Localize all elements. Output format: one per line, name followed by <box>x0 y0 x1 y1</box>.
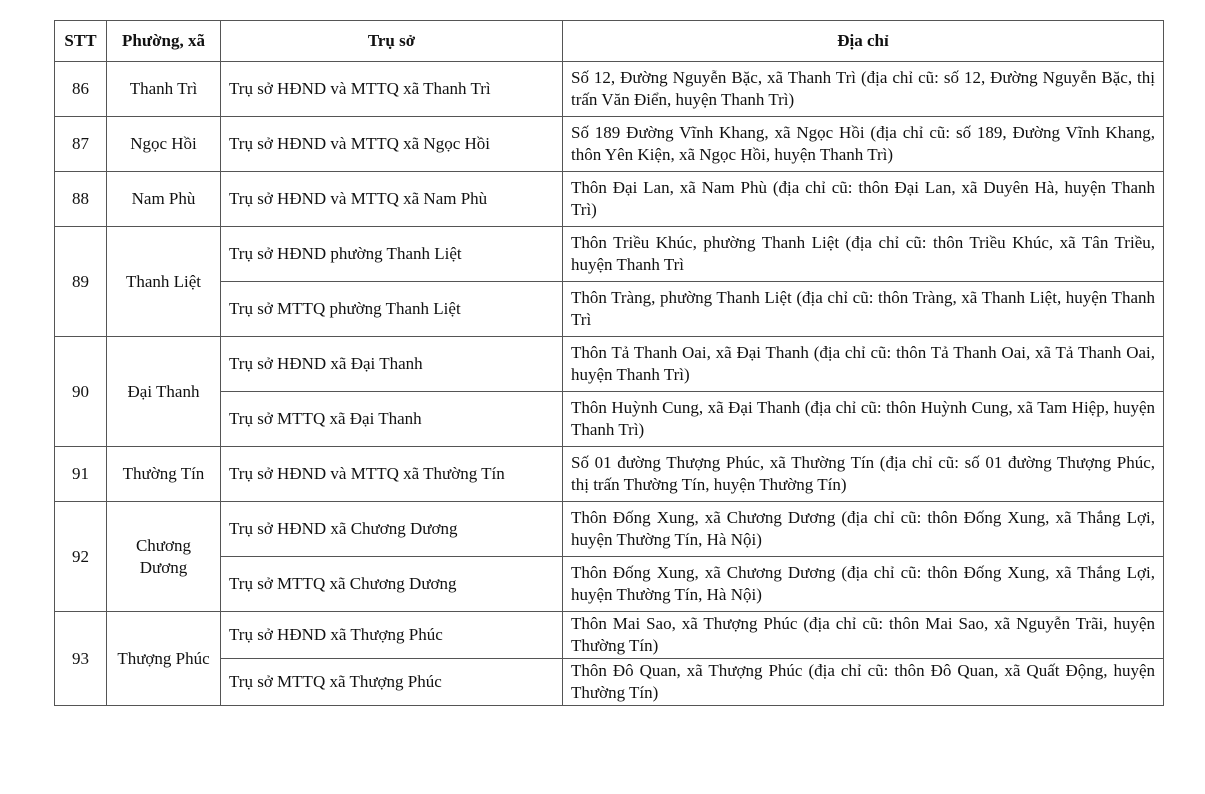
stt-cell: 87 <box>55 117 107 172</box>
table-row <box>55 557 1164 612</box>
address-cell: Thôn Huỳnh Cung, xã Đại Thanh (địa chỉ cũ: thôn Huỳnh Cung, xã Tam Hiệp, huyện Thanh Trì) <box>563 392 1164 447</box>
office-cell: Trụ sở HĐND xã Chương Dương <box>221 502 563 557</box>
address-cell: Thôn Tràng, phường Thanh Liệt (địa chỉ cũ: thôn Tràng, xã Thanh Liệt, huyện Thanh Trì <box>563 282 1164 337</box>
stt-cell: 91 <box>55 447 107 502</box>
address-cell: Thôn Mai Sao, xã Thượng Phúc (địa chỉ cũ: thôn Mai Sao, xã Nguyễn Trãi, huyện Thường Tín) <box>563 612 1164 659</box>
stt-cell: 86 <box>55 62 107 117</box>
address-cell: Số 189 Đường Vĩnh Khang, xã Ngọc Hồi (địa chỉ cũ: số 189, Đường Vĩnh Khang, thôn Yên Kiện, xã Ngọc Hồi, huyện Thanh Trì) <box>563 117 1164 172</box>
office-cell: Trụ sở HĐND và MTTQ xã Thanh Trì <box>221 62 563 117</box>
address-cell: Số 12, Đường Nguyễn Bặc, xã Thanh Trì (địa chỉ cũ: số 12, Đường Nguyễn Bặc, thị trấn Văn Điển, huyện Thanh Trì) <box>563 62 1164 117</box>
ward-cell: Thường Tín <box>107 447 221 502</box>
table-row <box>55 392 1164 447</box>
ward-cell: Thượng Phúc <box>107 612 221 706</box>
ward-cell: Ngọc Hồi <box>107 117 221 172</box>
table-row <box>55 117 1164 172</box>
address-cell: Thôn Đô Quan, xã Thượng Phúc (địa chỉ cũ: thôn Đô Quan, xã Quất Động, huyện Thường Tín) <box>563 659 1164 706</box>
office-cell: Trụ sở MTTQ xã Đại Thanh <box>221 392 563 447</box>
ward-cell: Đại Thanh <box>107 337 221 447</box>
office-cell: Trụ sở HĐND phường Thanh Liệt <box>221 227 563 282</box>
table-header-row <box>55 21 1164 62</box>
header-office: Trụ sở <box>221 21 563 62</box>
address-cell: Số 01 đường Thượng Phúc, xã Thường Tín (địa chỉ cũ: số 01 đường Thượng Phúc, thị trấn Thường Tín, huyện Thường Tín) <box>563 447 1164 502</box>
address-cell: Thôn Tả Thanh Oai, xã Đại Thanh (địa chỉ cũ: thôn Tả Thanh Oai, xã Tả Thanh Oai, huyện Thanh Trì) <box>563 337 1164 392</box>
stt-cell: 89 <box>55 227 107 337</box>
ward-cell: Chương Dương <box>107 502 221 612</box>
table-row <box>55 227 1164 282</box>
table-row <box>55 659 1164 706</box>
office-address-table <box>54 20 1164 706</box>
table-row <box>55 172 1164 227</box>
office-cell: Trụ sở MTTQ xã Thượng Phúc <box>221 659 563 706</box>
office-cell: Trụ sở HĐND và MTTQ xã Thường Tín <box>221 447 563 502</box>
header-ward: Phường, xã <box>107 21 221 62</box>
table-row <box>55 337 1164 392</box>
table-row <box>55 612 1164 659</box>
table-body <box>55 62 1164 706</box>
office-cell: Trụ sở HĐND và MTTQ xã Ngọc Hồi <box>221 117 563 172</box>
table-row <box>55 502 1164 557</box>
stt-cell: 93 <box>55 612 107 706</box>
ward-cell: Thanh Liệt <box>107 227 221 337</box>
ward-cell: Thanh Trì <box>107 62 221 117</box>
stt-cell: 88 <box>55 172 107 227</box>
ward-cell: Nam Phù <box>107 172 221 227</box>
office-cell: Trụ sở MTTQ phường Thanh Liệt <box>221 282 563 337</box>
table-row <box>55 447 1164 502</box>
header-stt: STT <box>55 21 107 62</box>
table-row <box>55 62 1164 117</box>
stt-cell: 90 <box>55 337 107 447</box>
office-cell: Trụ sở HĐND xã Thượng Phúc <box>221 612 563 659</box>
office-cell: Trụ sở MTTQ xã Chương Dương <box>221 557 563 612</box>
address-cell: Thôn Đại Lan, xã Nam Phù (địa chỉ cũ: thôn Đại Lan, xã Duyên Hà, huyện Thanh Trì) <box>563 172 1164 227</box>
address-cell: Thôn Đống Xung, xã Chương Dương (địa chỉ cũ: thôn Đống Xung, xã Thắng Lợi, huyện Thường Tín, Hà Nội) <box>563 502 1164 557</box>
address-cell: Thôn Triều Khúc, phường Thanh Liệt (địa chỉ cũ: thôn Triều Khúc, xã Tân Triều, huyện Thanh Trì <box>563 227 1164 282</box>
address-cell: Thôn Đống Xung, xã Chương Dương (địa chỉ cũ: thôn Đống Xung, xã Thắng Lợi, huyện Thường Tín, Hà Nội) <box>563 557 1164 612</box>
office-cell: Trụ sở HĐND xã Đại Thanh <box>221 337 563 392</box>
office-cell: Trụ sở HĐND và MTTQ xã Nam Phù <box>221 172 563 227</box>
header-address: Địa chỉ <box>563 21 1164 62</box>
stt-cell: 92 <box>55 502 107 612</box>
table-row <box>55 282 1164 337</box>
